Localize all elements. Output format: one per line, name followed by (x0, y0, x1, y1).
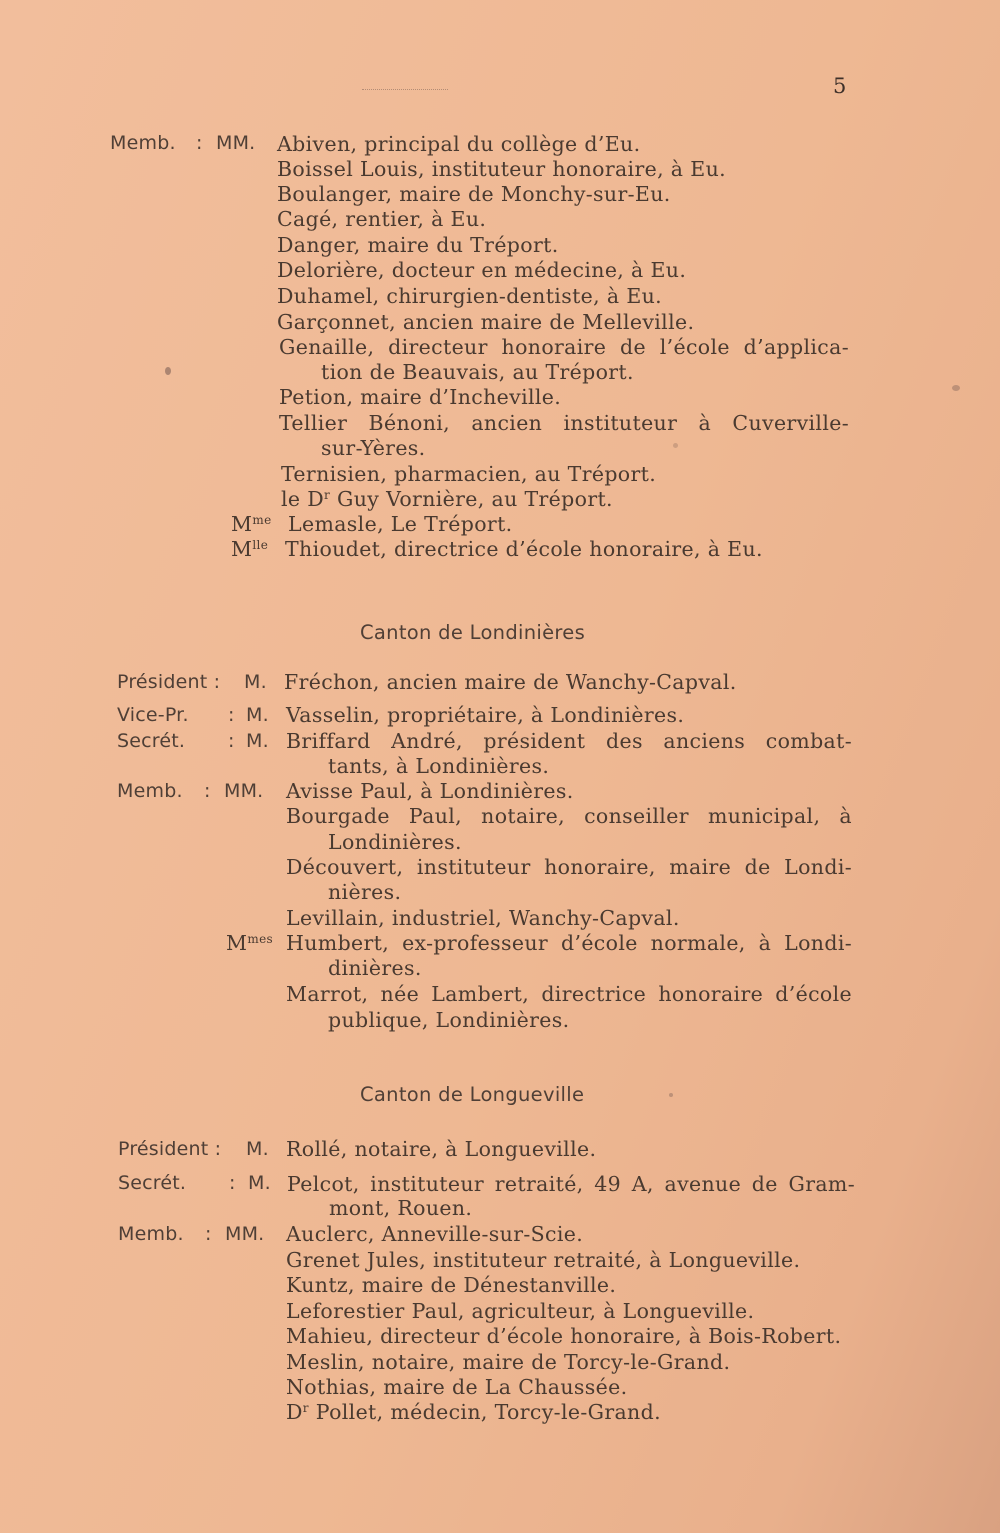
president-title: M. (244, 671, 267, 693)
entry-line: Cagé, rentier, à Eu. (277, 207, 487, 231)
memb-colon: : (204, 780, 211, 802)
entry-line: sur-Yères. (321, 436, 426, 460)
entry-line: Delorière, docteur en médecine, à Eu. (277, 258, 687, 282)
entry-line: Meslin, notaire, maire de Torcy-le-Grand. (286, 1350, 731, 1374)
president-label: Président : (118, 1138, 222, 1160)
honorific-mme: $M^{me}$ (231, 512, 272, 536)
entry-line: Kuntz, maire de Dénestanville. (286, 1273, 617, 1297)
entry-line: publique, Londinières. (328, 1008, 570, 1032)
page-number: 5 (833, 74, 847, 98)
honorific-mlle: $M^{lle}$ (231, 537, 269, 561)
memb-label: Memb. (117, 780, 183, 802)
entry-line: Garçonnet, ancien maire de Melleville. (277, 310, 695, 334)
president-title: M. (246, 1138, 269, 1160)
entry-line: nières. (328, 880, 402, 904)
entry-line: Marrot, née Lambert, directrice honoraire d’école (286, 982, 852, 1006)
paper-speck (669, 1093, 673, 1097)
entry-line: Londinières. (328, 830, 462, 854)
entry-line: Danger, maire du Tréport. (277, 233, 559, 257)
entry-line: $D^r$ Pollet, médecin, Torcy-le-Grand. (286, 1400, 661, 1424)
secret-colon: : (229, 1172, 236, 1194)
entry-line: tion de Beauvais, au Tréport. (321, 360, 634, 384)
paper-speck (165, 367, 171, 375)
memb-colon: : (205, 1223, 212, 1245)
entry-line: Grenet Jules, instituteur retraité, à Longueville. (286, 1248, 801, 1272)
honorific-mmes: $M^{mes}$ (226, 931, 274, 955)
entry-line: Duhamel, chirurgien-dentiste, à Eu. (277, 284, 663, 308)
memb-label: Memb. (110, 132, 176, 154)
president-text: Fréchon, ancien maire de Wanchy-Capval. (284, 670, 737, 694)
entry-line: Tellier Bénoni, ancien instituteur à Cuverville- (279, 411, 849, 435)
entry-line: Lemasle, Le Tréport. (288, 512, 513, 536)
entry-line: le $D^r$ Guy Vornière, au Tréport. (281, 487, 613, 511)
entry-line: Leforestier Paul, agriculteur, à Longueville. (286, 1299, 755, 1323)
president-text: Rollé, notaire, à Longueville. (286, 1137, 597, 1161)
entry-line: Levillain, industriel, Wanchy-Capval. (286, 906, 680, 930)
entry-line: Petion, maire d’Incheville. (279, 385, 562, 409)
vice-colon: : (228, 704, 235, 726)
entry-line: Boulanger, maire de Monchy-sur-Eu. (277, 182, 671, 206)
entry-line: Avisse Paul, à Londinières. (286, 779, 574, 803)
secret-title: M. (248, 1172, 271, 1194)
entry-line: Thioudet, directrice d’école honoraire, à Eu. (285, 537, 763, 561)
memb-title: MM. (216, 132, 256, 154)
secret-label: Secrét. (118, 1172, 187, 1194)
entry-line: Nothias, maire de La Chaussée. (286, 1375, 628, 1399)
vice-title: M. (246, 704, 269, 726)
section-heading: Canton de Longueville (360, 1083, 585, 1106)
entry-line: dinières. (328, 956, 422, 980)
secret-title: M. (246, 730, 269, 752)
entry-line: Humbert, ex-professeur d’école normale, à Londi- (286, 931, 852, 955)
section-heading: Canton de Londinières (360, 621, 586, 644)
entry-line: Découvert, instituteur honoraire, maire de Londi- (286, 855, 852, 879)
entry-line: Bourgade Paul, notaire, conseiller municipal, à (286, 804, 852, 828)
entry-line: Boissel Louis, instituteur honoraire, à Eu. (277, 157, 726, 181)
secret-text: tants, à Londinières. (328, 754, 550, 778)
secret-text: Pelcot, instituteur retraité, 49 A, avenue de Gram- (287, 1172, 855, 1196)
memb-colon: : (196, 132, 203, 154)
secret-label: Secrét. (117, 730, 186, 752)
entry-line: Genaille, directeur honoraire de l’école d’applica- (279, 335, 849, 359)
secret-text: mont, Rouen. (329, 1196, 473, 1220)
entry-line: Ternisien, pharmacien, au Tréport. (281, 462, 657, 486)
vice-label: Vice-Pr. (117, 704, 189, 726)
memb-title: MM. (225, 1223, 265, 1245)
memb-label: Memb. (118, 1223, 184, 1245)
paper-speck (673, 443, 678, 448)
president-label: Président : (117, 671, 221, 693)
secret-text: Briffard André, président des anciens combat- (286, 729, 852, 753)
header-ornament (362, 89, 448, 94)
paper-speck (952, 385, 960, 391)
entry-line: Abiven, principal du collège d’Eu. (277, 132, 641, 156)
memb-title: MM. (224, 780, 264, 802)
vice-text: Vasselin, propriétaire, à Londinières. (286, 703, 685, 727)
entry-line: Mahieu, directeur d’école honoraire, à Bois-Robert. (286, 1324, 842, 1348)
entry-line: Auclerc, Anneville-sur-Scie. (286, 1222, 584, 1246)
secret-colon: : (228, 730, 235, 752)
